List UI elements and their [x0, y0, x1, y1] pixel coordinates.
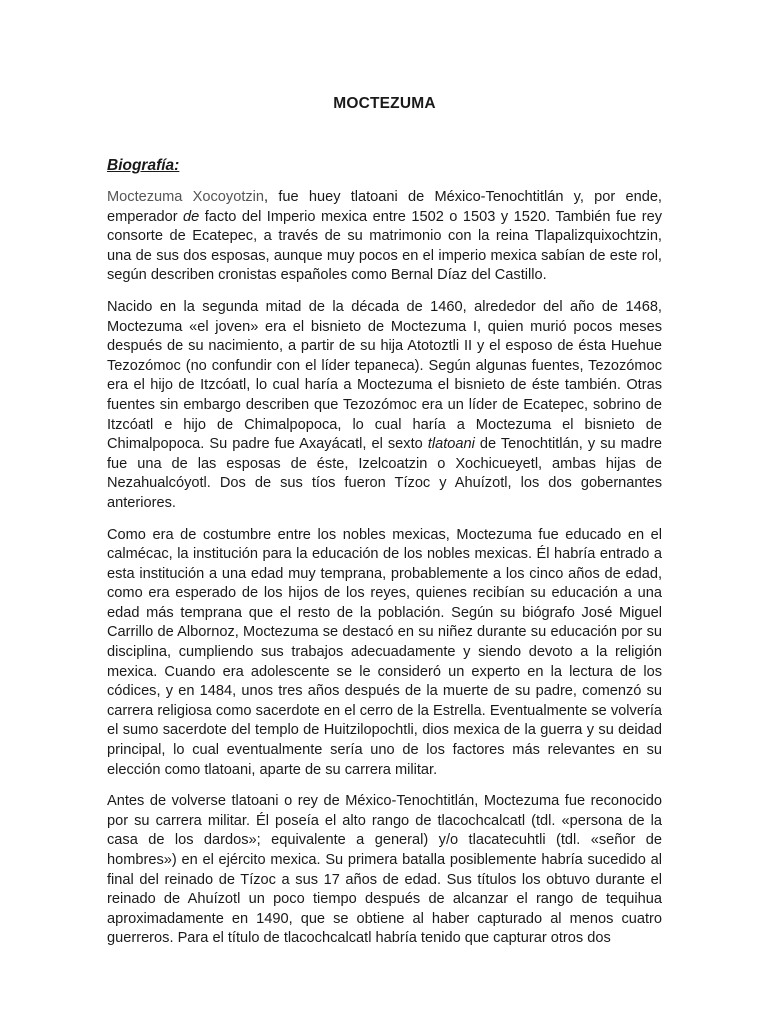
- paragraph-1: [107, 188, 662, 286]
- paragraph-2-text-b: de Tenochtitlán, y su madre fue una de las esposas de éste, Izelcoatzin o Xochicueyetl, ambas hijas de Nezahualcóyotl. Dos de sus tíos fueron Tízoc y Ahuízotl, los dos gobernantes anteriores.: [107, 436, 662, 511]
- paragraph-2-text-a: Nacido en la segunda mitad de la década de 1460, alrededor del año de 1468, Moctezuma «el joven» era el bisnieto de Moctezuma I, quien murió pocos meses después de su nacimiento, a partir de su hija Atotoztli II y el esposo de ésta Huehue Tezozómoc (no confundir con el líder tepaneca). Según algunas fuentes, Tezozómoc era el hijo de Itzcóatl, lo cual haría a Moctezuma el bisnieto de éste también. Otras fuentes sin embargo describen que Tezozómoc era un líder de Ecatepec, sobrino de Itzcóatl e hijo de Chimalpopoca, lo cual haría a Moctezuma el bisnieto de Chimalpopoca. Su padre fue Axayácatl, el sexto: [107, 298, 662, 453]
- section-heading: Biografía:: [107, 157, 180, 174]
- paragraph-1-italic-de: de: [183, 208, 200, 225]
- paragraph-1-text-b: facto del Imperio mexica entre 1502 o 1503 y 1520. También fue rey consorte de Ecatepec, a través de su matrimonio con la reina Tlapalizquixochtzin, una de sus dos esposas, aunque muy pocos en el imperio mexica sabían de este rol, según describen cronistas españoles como Bernal Díaz del Castillo.: [107, 208, 662, 284]
- document-title: MOCTEZUMA: [333, 95, 436, 112]
- paragraph-2: [107, 298, 662, 514]
- paragraph-1-lead: Moctezuma Xocoyotzin: [107, 189, 265, 205]
- paragraph-2-italic-tlatoani: tlatoani: [427, 436, 475, 453]
- paragraph-4: Antes de volverse tlatoani o rey de México-Tenochtitlán, Moctezuma fue reconocido por su carrera militar. Él poseía el alto rango de tlacochcalcatl (tdl. «persona de la casa de los dardos»; equivalente a general) y/o tlacatecuhtli (tdl. «señor de hombres») en el ejército mexica. Su primera batalla posiblemente habría sucedido al final del reinado de Tízoc a sus 17 años de edad. Sus títulos los obtuvo durante el reinado de Ahuízotl un poco tiempo después de alcanzar el rango de tequihua aproximadamente en 1490, que se obtiene al haber capturado al menos cuatro guerreros. Para el título de tlacochcalcatl habría tenido que capturar otros dos: [107, 793, 662, 947]
- paragraph-3: Como era de costumbre entre los nobles mexicas, Moctezuma fue educado en el calmécac, la institución para la educación de los nobles mexicas. Él habría entrado a esta institución a una edad muy temprana, probablemente a los cinco años de edad, como era esperado de los hijos de los reyes, quienes recibían su educación a una edad más temprana que el resto de la población. Según su biógrafo José Miguel Carrillo de Albornoz, Moctezuma se destacó en su niñez durante su educación por su disciplina, cumpliendo sus trabajos adecuadamente y siendo devoto a la religión mexica. Cuando era adolescente se le consideró un experto en la lectura de los códices, y en 1484, unos tres años después de la muerte de su padre, comenzó su carrera religiosa como sacerdote en el cerro de la Estrella. Eventualmente se volvería el sumo sacerdote del templo de Huitzilopochtli, dios mexica de la guerra y su deidad principal, lo cual eventualmente sería uno de los factores más relevantes en su elección como tlatoani, aparte de su carrera militar.: [107, 526, 662, 778]
- paragraph-1-text-a: , fue huey tlatoani de México-Tenochtitlán y, por ende, emperador: [107, 189, 662, 225]
